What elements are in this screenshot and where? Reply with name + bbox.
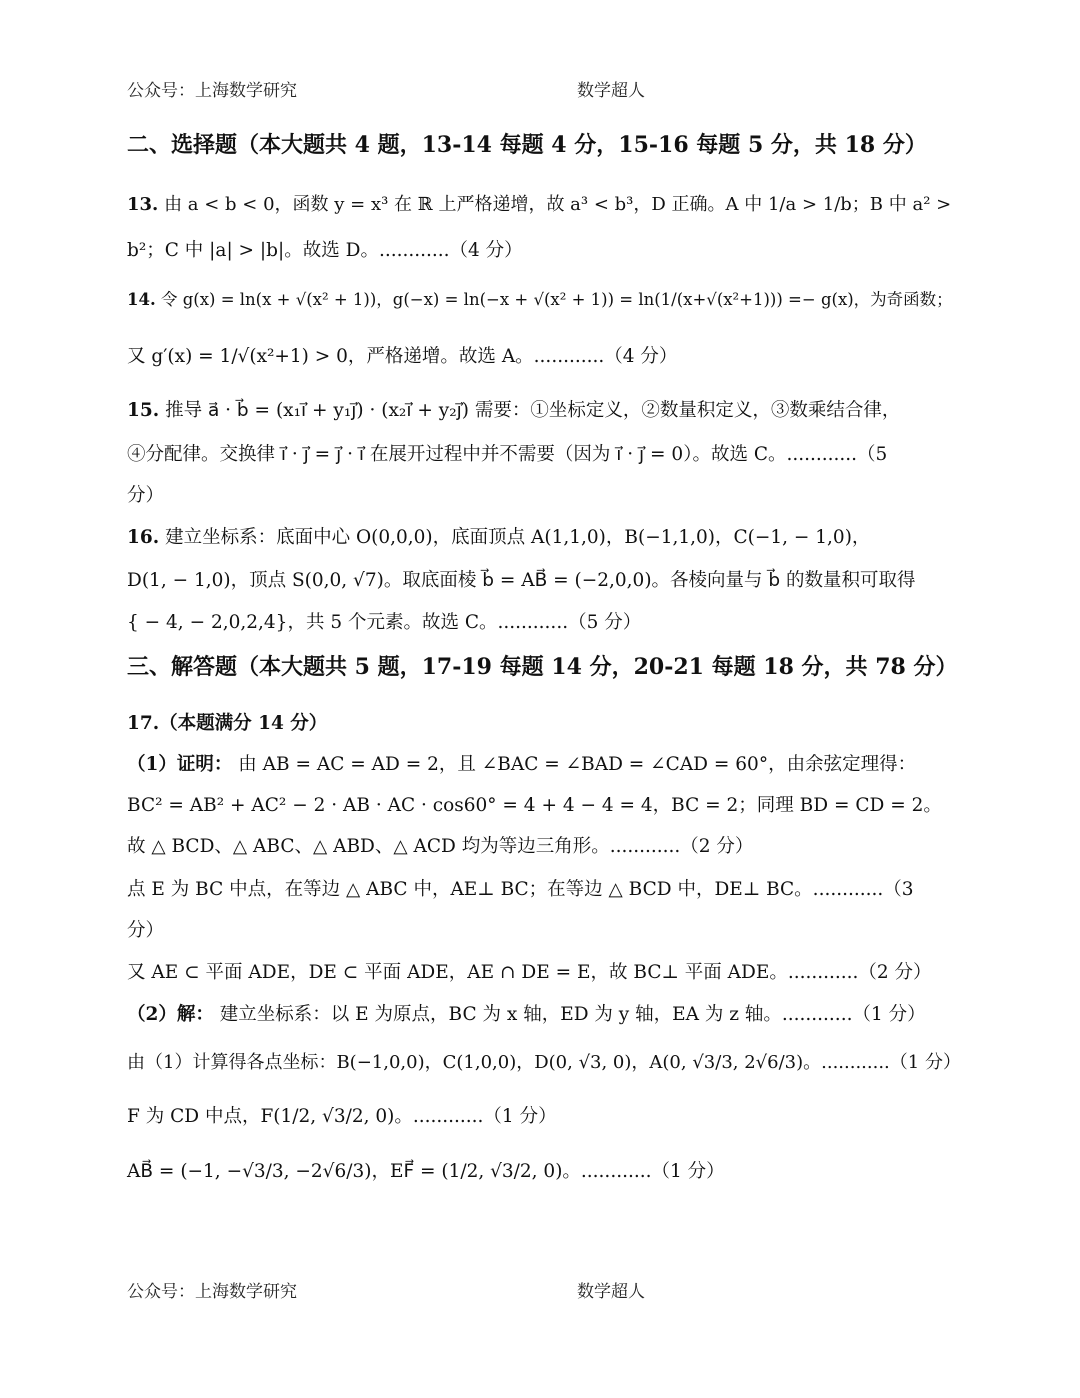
q17-part1-line-1 [127, 750, 916, 776]
q16-line-1 [127, 523, 870, 549]
q14-number: 14. [127, 290, 156, 309]
q17-part2-label: （2）解： [127, 1004, 214, 1025]
q17-part1-line-4: 点 E 为 BC 中点，在等边 △ ABC 中，AE⊥ BC；在等边 △ BCD 中，DE⊥ BC。............（3 [127, 879, 914, 900]
q15-line-2: ④分配律。交换律 i⃗ · j⃗ = j⃗ · i⃗ 在展开过程中并不需要（因为 i⃗ · j⃗ = 0）。故选 C。............（5 [127, 444, 888, 465]
footer-center: 数学超人 [577, 1282, 645, 1302]
q13-line-2: b²；C 中 |a| > |b|。故选 D。............（4 分） [127, 240, 523, 261]
q14-line-2: 又 g′(x) = 1/√(x²+1) > 0，严格递增。故选 A。............（4 分） [127, 346, 678, 367]
q17-part1-line-3: 故 △ BCD、△ ABC、△ ABD、△ ACD 均为等边三角形。............（2 分） [127, 836, 754, 857]
q17-part2-text-1: 建立坐标系：以 E 为原点，BC 为 x 轴，ED 为 y 轴，EA 为 z 轴。............（1 分） [219, 1004, 926, 1025]
q16-text-1: 建立坐标系：底面中心 O(0,0,0)，底面顶点 A(1,1,0)，B(−1,1,0)，C(−1, − 1,0)， [165, 527, 871, 548]
header-left: 公众号：上海数学研究 [127, 81, 297, 101]
q15-line-3: 分） [127, 485, 165, 506]
q17-heading: 17.（本题满分 14 分） [127, 713, 328, 734]
q14-line-1 [127, 286, 953, 310]
footer-left: 公众号：上海数学研究 [127, 1282, 297, 1302]
q15-line-1 [127, 396, 900, 422]
q17-part1-line-5: 分） [127, 920, 165, 941]
q16-number: 16. [127, 527, 160, 548]
q17-part1-text-1: 由 AB = AC = AD = 2，且 ∠BAC = ∠BAD = ∠CAD = 60°，由余弦定理得： [238, 754, 917, 775]
q17-part1-line-2: BC² = AB² + AC² − 2 · AB · AC · cos60° = 4 + 4 − 4 = 4，BC = 2；同理 BD = CD = 2。 [127, 795, 942, 816]
q15-number: 15. [127, 400, 160, 421]
q13-text-1: 由 a < b < 0，函数 y = x³ 在 ℝ 上严格递增，故 a³ < b³，D 正确。A 中 1/a > 1/b；B 中 a² > [164, 194, 952, 215]
q13-line-1 [127, 190, 951, 216]
q17-part2-line-2: 由（1）计算得各点坐标：B(−1,0,0)，C(1,0,0)，D(0, √3, 0)，A(0, √3/3, 2√6/3)。............（1 分） [127, 1052, 961, 1073]
q13-number: 13. [127, 194, 159, 215]
section-2-title: 二、选择题（本大题共 4 题，13-14 每题 4 分，15-16 每题 5 分，共 18 分） [127, 132, 927, 158]
q14-text-1: 令 g(x) = ln(x + √(x² + 1))，g(−x) = ln(−x + √(x² + 1)) = ln(1/(x+√(x²+1))) =− g(x)，为奇函数； [160, 290, 953, 309]
q17-part1-line-6: 又 AE ⊂ 平面 ADE，DE ⊂ 平面 ADE，AE ∩ DE = E，故 BC⊥ 平面 ADE。............（2 分） [127, 962, 932, 983]
q15-text-1: 推导 a⃗ · b⃗ = (x₁i⃗ + y₁j⃗) · (x₂i⃗ + y₂j⃗) 需要：①坐标定义，②数量积定义，③数乘结合律， [165, 400, 901, 421]
q16-line-2: D(1, − 1,0)，顶点 S(0,0, √7)。取底面棱 b⃗ = AB⃗ = (−2,0,0)。各棱向量与 b⃗ 的数量积可取得 [127, 570, 916, 591]
q17-part2-line-4: AB⃗ = (−1, −√3/3, −2√6/3)，EF⃗ = (1/2, √3/2, 0)。............（1 分） [127, 1161, 725, 1182]
q17-part2-line-1 [127, 1000, 926, 1026]
q17-part1-label: （1）证明： [127, 754, 233, 775]
q17-part2-line-3: F 为 CD 中点，F(1/2, √3/2, 0)。............（1 分） [127, 1106, 557, 1127]
section-3-title: 三、解答题（本大题共 5 题，17-19 每题 14 分，20-21 每题 18 分，共 78 分） [127, 654, 958, 680]
header-center: 数学超人 [577, 81, 645, 101]
q16-line-3: { − 4, − 2,0,2,4}，共 5 个元素。故选 C。............（5 分） [127, 612, 642, 633]
